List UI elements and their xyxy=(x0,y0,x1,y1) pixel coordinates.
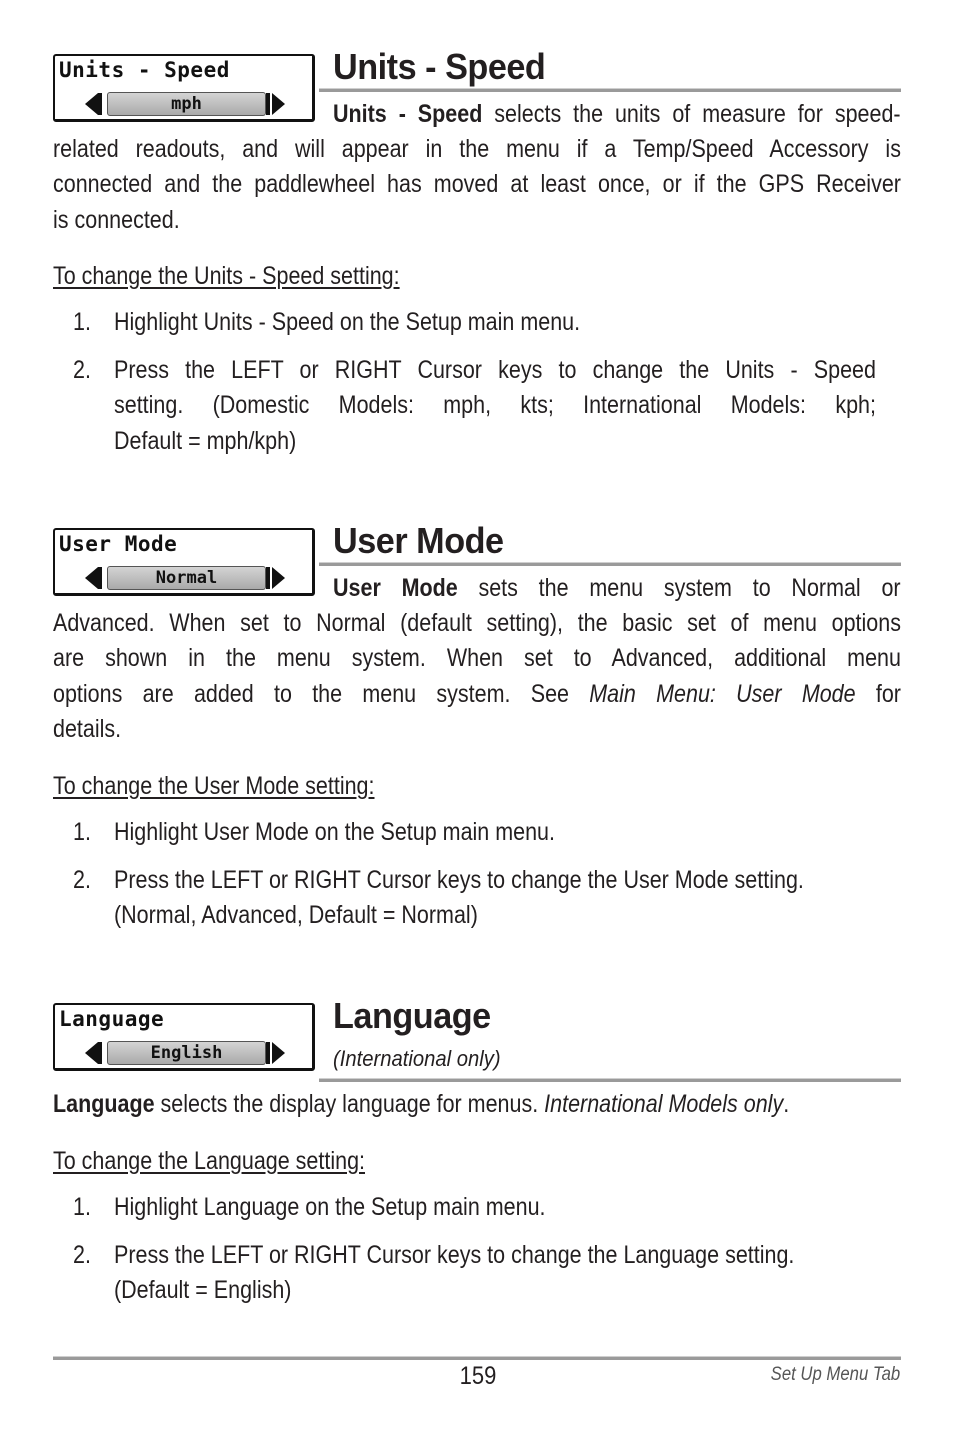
section-intro xyxy=(333,97,901,132)
step-text: Highlight Language on the Setup main menu. xyxy=(114,1193,546,1221)
step-number: 1. xyxy=(73,308,91,336)
section-heading: User Mode xyxy=(333,520,504,561)
procedure-title: To change the Language setting: xyxy=(53,1147,366,1175)
section-subnote: (International only) xyxy=(333,1046,501,1071)
section-heading: Language xyxy=(333,995,491,1036)
intro-emphasis: International Models only xyxy=(544,1090,784,1118)
widget-value: English xyxy=(107,1041,266,1065)
step-text: Press the LEFT or RIGHT Cursor keys to change the User Mode setting. (Normal, Advanced, Default = Normal) xyxy=(114,866,804,930)
step-text: Press the LEFT or RIGHT Cursor keys to change the Units - Speed setting. (Domestic Models: mph, kts; International Models: kph; Default = mph/kph) xyxy=(114,356,876,455)
step-number: 2. xyxy=(73,866,91,894)
language-menu-widget xyxy=(53,1003,315,1071)
procedure-title: To change the User Mode setting: xyxy=(53,772,375,800)
left-arrow-icon xyxy=(85,93,98,115)
widget-title: User Mode xyxy=(59,532,178,556)
page-number: 159 xyxy=(459,1362,497,1390)
heading-rule xyxy=(319,88,901,92)
section-intro: User Mode sets the menu system to Normal or xyxy=(333,574,901,602)
heading-rule xyxy=(319,1078,901,1082)
step-text: Highlight Units - Speed on the Setup main menu. xyxy=(114,308,581,336)
widget-value: Normal xyxy=(107,566,266,590)
intro-text: selects the units of measure for speed- xyxy=(482,100,901,128)
section-heading: Units - Speed xyxy=(333,46,546,87)
intro-line: is connected. xyxy=(53,205,180,234)
units-speed-menu-widget xyxy=(53,54,315,122)
left-arrow-icon xyxy=(85,1042,98,1064)
right-arrow-icon xyxy=(272,1042,285,1064)
intro-bold-term: User Mode xyxy=(333,574,458,602)
intro-line: related readouts, and will appear in the menu if a Temp/Speed Accessory is xyxy=(53,135,901,163)
user-mode-menu-widget xyxy=(53,528,315,596)
right-arrow-icon xyxy=(272,93,285,115)
intro-line: connected and the paddlewheel has moved at least once, or if the GPS Receiver xyxy=(53,170,901,199)
right-arrow-icon xyxy=(272,567,285,589)
step-number: 2. xyxy=(73,1241,91,1269)
widget-title: Units - Speed xyxy=(59,58,230,82)
cross-reference: Main Menu: User Mode xyxy=(589,679,856,708)
intro-bold-term: Units - Speed xyxy=(333,100,483,128)
step-number: 2. xyxy=(73,356,91,384)
section-intro-continued: Advanced. When set to Normal (default setting), the basic set of menu options are shown in the menu system. When set to Advanced, additional menu options are added to the menu system. See Main Menu: User Mode for details. xyxy=(53,609,901,743)
widget-value: mph xyxy=(107,92,266,116)
left-arrow-icon xyxy=(85,567,98,589)
step-number: 1. xyxy=(73,1193,91,1221)
step-number: 1. xyxy=(73,818,91,846)
step-text: Highlight User Mode on the Setup main menu. xyxy=(114,818,555,846)
widget-title: Language xyxy=(59,1007,165,1031)
footer-rule xyxy=(53,1356,901,1360)
footer-section-label: Set Up Menu Tab xyxy=(770,1364,900,1385)
procedure-title: To change the Units - Speed setting: xyxy=(53,262,400,290)
step-text: Press the LEFT or RIGHT Cursor keys to change the Language setting. (Default = English) xyxy=(114,1241,795,1305)
section-intro: Language selects the display language for menus. International Models only. xyxy=(53,1090,790,1118)
heading-rule xyxy=(319,562,901,566)
section-intro-continued xyxy=(53,132,901,238)
intro-bold-term: Language xyxy=(53,1090,155,1118)
